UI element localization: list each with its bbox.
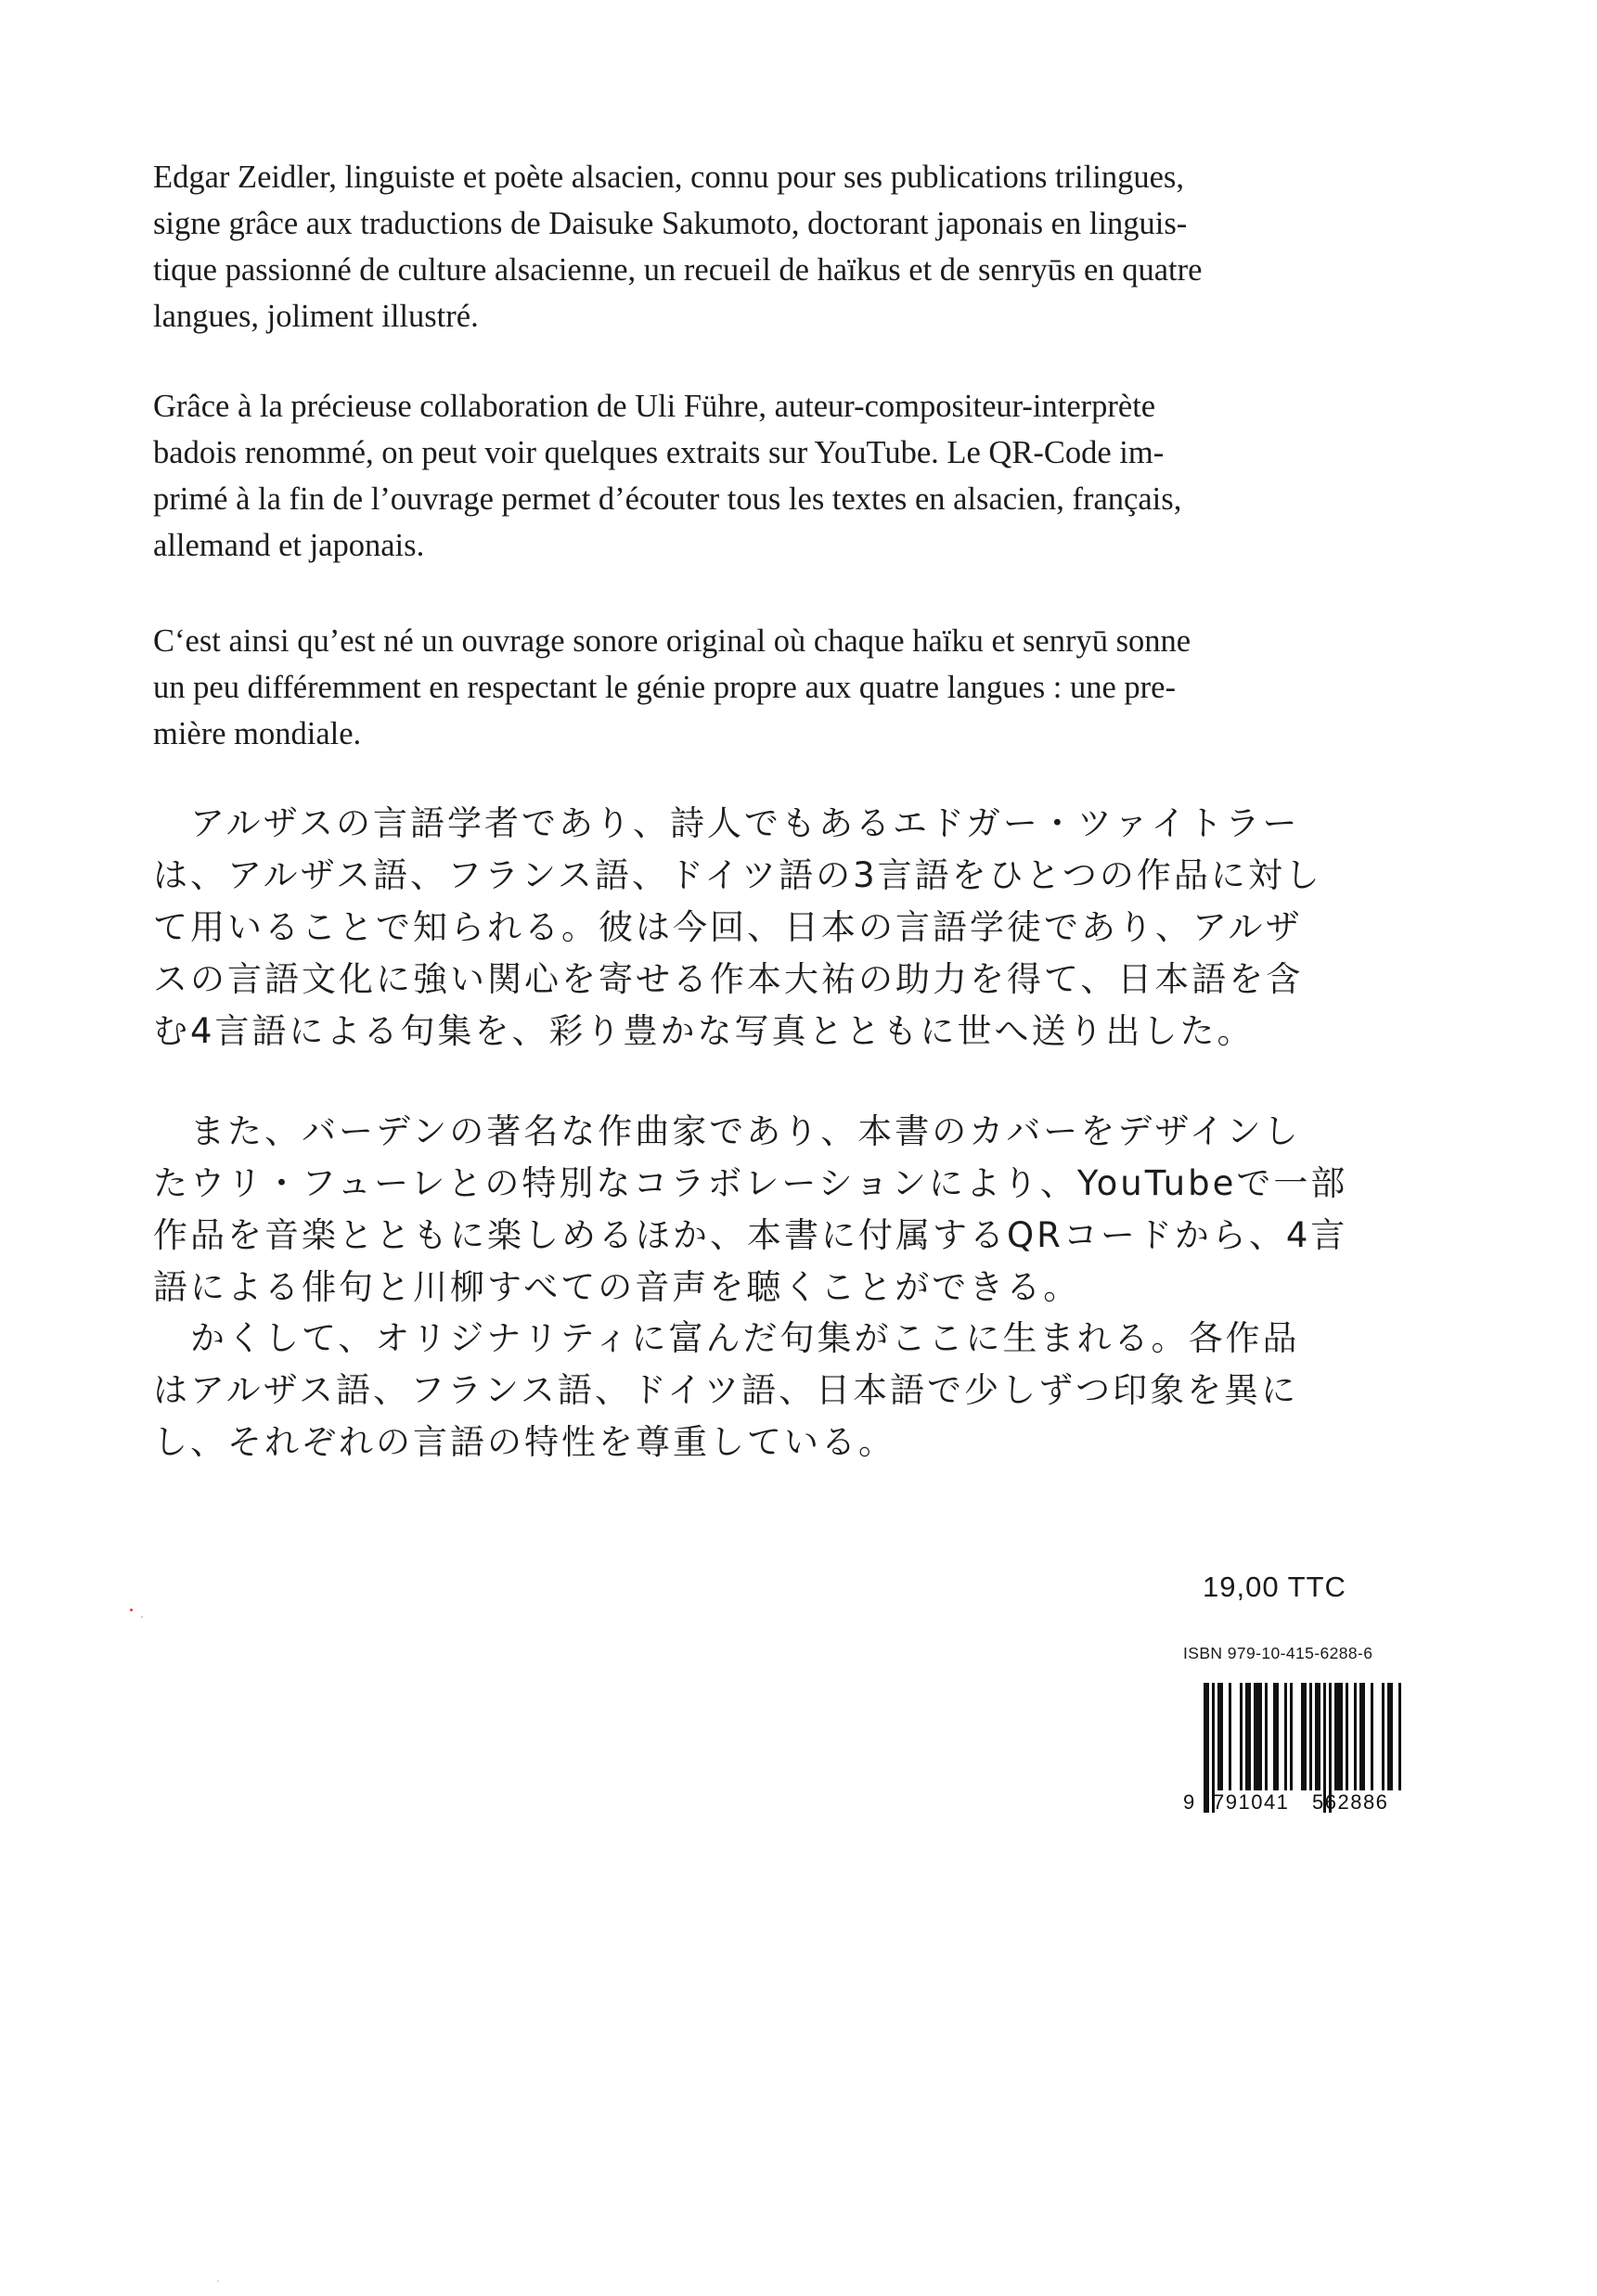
barcode-bar	[1346, 1683, 1348, 1790]
text-line: 作品を音楽とともに楽しめるほか、本書に付属するQRコードから、4言	[153, 1215, 1348, 1255]
barcode-bar	[1284, 1683, 1287, 1790]
barcode-bar	[1245, 1683, 1251, 1790]
french-paragraph-1	[153, 154, 1397, 340]
barcode-bar	[1387, 1683, 1393, 1790]
text-line: un peu différemment en respectant le génie propre aux quatre langues : une pre-	[153, 670, 1176, 705]
text-line: また、バーデンの著名な作曲家であり、本書のカバーをデザインし	[153, 1111, 1301, 1151]
text-line: て用いることで知られる。彼は今回、日本の言語学徒であり、アルザ	[153, 907, 1303, 947]
barcode-bar	[1382, 1683, 1384, 1790]
barcode-bar	[1371, 1683, 1373, 1790]
text-line: signe grâce aux traductions de Daisuke Sakumoto, doctorant japonais en linguis-	[153, 206, 1188, 241]
text-line: badois renommé, on peut voir quelques extraits sur YouTube. Le QR-Code im-	[153, 435, 1165, 470]
japanese-paragraph-1	[153, 798, 1415, 1058]
text-line: primé à la fin de l’ouvrage permet d’écouter tous les textes en alsacien, français,	[153, 481, 1182, 517]
barcode-bar	[1217, 1683, 1223, 1790]
text-line: langues, joliment illustré.	[153, 299, 479, 334]
isbn-barcode	[1183, 1679, 1406, 1818]
barcode-bar	[1254, 1683, 1262, 1790]
text-line: たウリ・フューレとの特別なコラボレーションにより、YouTubeで一部	[153, 1163, 1348, 1203]
barcode-bar	[1301, 1683, 1307, 1790]
barcode-bar	[1265, 1683, 1268, 1790]
text-line: C‘est ainsi qu’est né un ouvrage sonore original où chaque haïku et senryū sonne	[153, 623, 1191, 659]
text-line: かくして、オリジナリティに富んだ句集がここに生まれる。各作品	[153, 1318, 1300, 1358]
print-speck	[141, 1616, 143, 1618]
japanese-paragraph-2	[153, 1106, 1415, 1314]
barcode-bar	[1359, 1683, 1365, 1790]
text-line: アルザスの言語学者であり、詩人でもあるエドガー・ツァイトラー	[153, 803, 1300, 843]
text-line: は、アルザス語、フランス語、ドイツ語の3言語をひとつの作品に対し	[153, 855, 1322, 895]
japanese-paragraph-3	[153, 1313, 1415, 1469]
barcode-bar	[1240, 1683, 1243, 1790]
barcode-bar	[1309, 1683, 1312, 1790]
barcode-digits-right: 562886	[1312, 1790, 1389, 1814]
text-line: mière mondiale.	[153, 716, 362, 751]
barcode-bar	[1204, 1683, 1209, 1813]
print-speck	[130, 1609, 133, 1611]
isbn-label: ISBN 979-10-415-6288-6	[1183, 1644, 1373, 1662]
french-paragraph-2	[153, 383, 1397, 569]
text-line: はアルザス語、フランス語、ドイツ語、日本語で少しずつ印象を異に	[153, 1370, 1299, 1410]
barcode-bar	[1229, 1683, 1231, 1790]
french-paragraph-3	[153, 618, 1397, 757]
price-label: 19,00 TTC	[1203, 1571, 1346, 1603]
text-line: Edgar Zeidler, linguiste et poète alsacien, connu pour ses publications trilingues,	[153, 160, 1184, 195]
text-line: allemand et japonais.	[153, 528, 425, 563]
barcode-bar	[1334, 1683, 1343, 1790]
text-line: む4言語による句集を、彩り豊かな写真とともに世へ送り出した。	[153, 1011, 1255, 1051]
text-line: tique passionné de culture alsacienne, un recueil de haïkus et de senryūs en quatre	[153, 252, 1203, 288]
text-line: 語による俳句と川柳すべての音声を聴くことができる。	[153, 1267, 1081, 1307]
barcode-bar	[1290, 1683, 1293, 1790]
text-line: Grâce à la précieuse collaboration de Uli Führe, auteur-compositeur-interprète	[153, 389, 1156, 424]
text-line: スの言語文化に強い関心を寄せる作本大祐の助力を得て、日本語を含	[153, 959, 1304, 999]
barcode-bar	[1315, 1683, 1320, 1790]
text-line: し、それぞれの言語の特性を尊重している。	[153, 1422, 895, 1462]
barcode-digits-middle: 791041	[1213, 1790, 1290, 1814]
barcode-bar	[1354, 1683, 1357, 1790]
barcode-digit-left: 9	[1183, 1790, 1196, 1814]
print-speck	[217, 2280, 219, 2282]
barcode-bar	[1273, 1683, 1279, 1790]
barcode-bar	[1398, 1683, 1401, 1790]
